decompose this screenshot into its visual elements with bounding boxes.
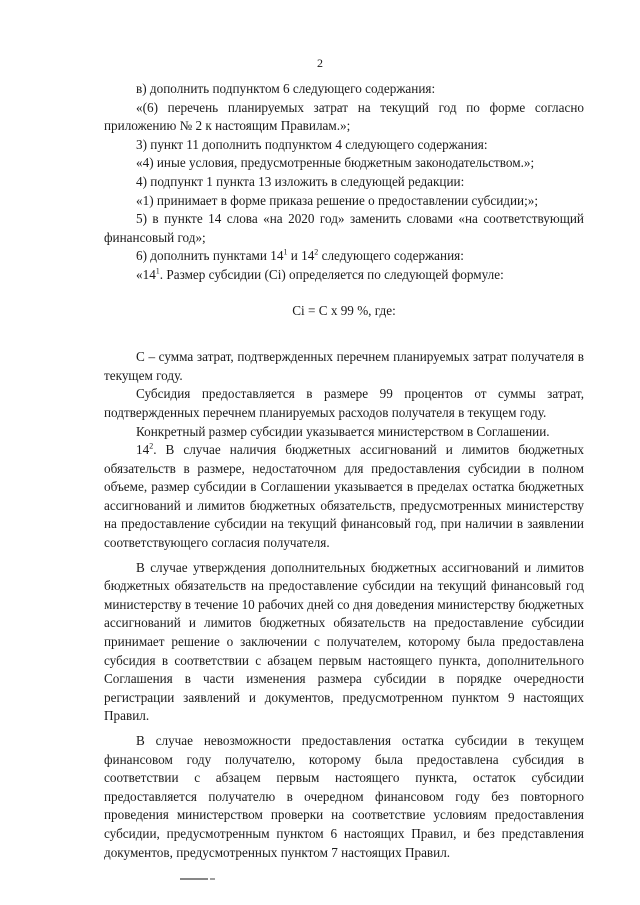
paragraph-14-1-intro: «$14^1$. Размер субсидии (Ci) определяется по следующей формуле: bbox=[136, 266, 504, 282]
paragraph-subitem-6: «(6) перечень планируемых затрат на текущий год по форме согласно приложению № 2 к настоящим Правилам.»; bbox=[104, 99, 584, 134]
paragraph-additional-allocations: В случае утверждения дополнительных бюджетных ассигнований и лимитов бюджетных обязательств на предоставление субсидии на текущий финансовый год министерству в течение 10 рабочих дней со дня доведения министерству бюджетных ассигнований и лимитов бюджетных обязательств на предоставление субсидии принимает решение о заключении с получателем, которому была предоставлена субсидия в соответствии с абзацем первым настоящего пункта, дополнительного Соглашения в части изменения размера субсидии в порядке очередности регистрации заявлений и документов, предусмотренном пунктом 9 настоящих Правил. bbox=[104, 559, 584, 724]
paragraph-item-4: 4) подпункт 1 пункта 13 изложить в следующей редакции: bbox=[136, 173, 465, 189]
page-number: 2 bbox=[317, 56, 323, 70]
document-body bbox=[104, 80, 584, 862]
paragraph-item-6: 6) дополнить пунктами $14^1$ и $14^2$ следующего содержания: bbox=[136, 247, 464, 264]
paragraph-subsidy-99-percent: Субсидия предоставляется в размере 99 процентов от суммы затрат, подтвержденных перечнем планируемых расходов получателя в текущем году. bbox=[104, 386, 584, 420]
scan-mark bbox=[180, 878, 208, 880]
paragraph-item-3: 3) пункт 11 дополнить подпунктом 4 следующего содержания: bbox=[136, 136, 488, 152]
paragraph-subitem-4: «4) иные условия, предусмотренные бюджетным законодательством.»; bbox=[136, 155, 535, 171]
paragraph-14-2: $14^2$. В случае наличия бюджетных ассигнований и лимитов бюджетных обязательств в размере, недостаточном для предоставления субсидии в полном объеме, размер субсидии в Соглашении указывается в пределах остатка бюджетных ассигнований и лимитов бюджетных обязательств, предусмотренных министерству на предоставление субсидии на текущий финансовый год, при наличии в заявлении соответствующего согласия получателя. bbox=[104, 441, 584, 551]
paragraph-item-5: 5) в пункте 14 слова «на 2020 год» заменить словами «на соответствующий финансовый год»; bbox=[104, 211, 584, 245]
subsidy-formula: Ci = C x 99 %, где: bbox=[292, 302, 396, 318]
paragraph-subitem-1: «1) принимает в форме приказа решение о предоставлении субсидии;»; bbox=[136, 192, 539, 208]
paragraph-specific-amount: Конкретный размер субсидии указывается министерством в Соглашении. bbox=[136, 423, 550, 439]
paragraph-remaining-subsidy: В случае невозможности предоставления остатка субсидии в текущем финансовом году получателю, которому была предоставлена субсидия в соответствии с абзацем первым настоящего пункта, остаток субсидии предоставляется получателю в очередном финансовом году без повторного проведения министерством проверки на соответствие условиям предоставления субсидии, предусмотренным пунктом 6 настоящих Правил, и без представления документов, предусмотренных пунктом 7 настоящих Правил. bbox=[104, 733, 584, 860]
paragraph-amendment-v: в) дополнить подпунктом 6 следующего содержания: bbox=[136, 81, 436, 96]
paragraph-c-definition: C – сумма затрат, подтвержденных перечнем планируемых затрат получателя в текущем году. bbox=[104, 349, 584, 383]
